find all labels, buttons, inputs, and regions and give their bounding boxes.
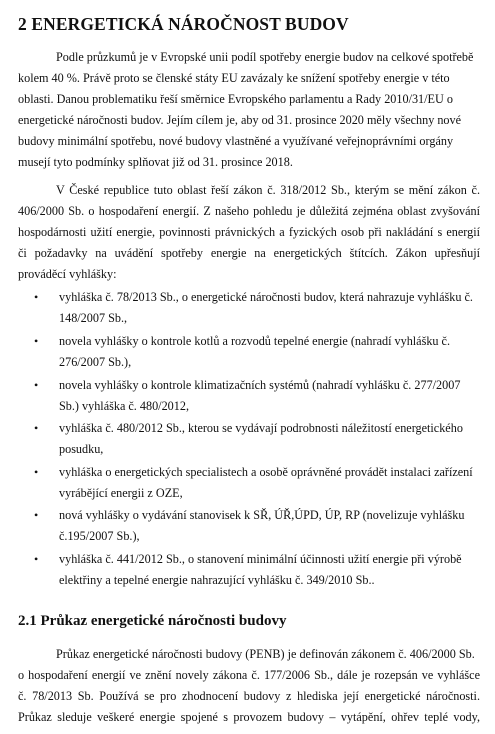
paragraph-line: energetické náročnosti budov. Jejím cílem je, aby od 31. prosince 2020 měly všechny nové xyxy=(18,113,462,127)
list-item: vyhláška č. 441/2012 Sb., o stanovení minimální účinnosti užití energie při výrobě xyxy=(59,552,462,566)
bullet-icon: • xyxy=(34,290,39,304)
bullet-icon: • xyxy=(34,334,39,348)
list-item: č.195/2007 Sb.), xyxy=(59,529,140,543)
list-item: Sb.) vyhláška č. 480/2012, xyxy=(59,399,189,413)
list-item: novela vyhlášky o kontrole klimatizačních systémů (nahradí vyhlášku č. 277/2007 xyxy=(59,378,461,392)
bullet-icon: • xyxy=(34,552,39,566)
bullet-icon: • xyxy=(34,421,39,435)
paragraph-line: či požadavky na uvádění spotřeby energie na energetických štítcích. Zákon upřesňují xyxy=(18,246,480,260)
chapter-heading: 2 ENERGETICKÁ NÁROČNOST BUDOV xyxy=(18,14,349,34)
paragraph-line: Průkaz energetické náročnosti budovy (PENB) je definován zákonem č. 406/2000 Sb. xyxy=(56,647,475,661)
paragraph-line: musejí tyto podmínky splňovat již od 31. prosince 2018. xyxy=(18,155,293,169)
paragraph-line: V České republice tuto oblast řeší zákon č. 318/2012 Sb., kterým se mění zákon č. xyxy=(56,183,480,197)
list-item: elektřiny a tepelné energie nahrazující vyhlášku č. 349/2010 Sb.. xyxy=(59,573,375,587)
paragraph-line: oblasti. Danou problematiku řeší směrnice Evropského parlamentu a Rady 2010/31/EU o xyxy=(18,92,453,106)
paragraph-line: kolem 40 %. Právě proto se členské státy EU zavázaly ke snížení spotřeby energie v této xyxy=(18,71,450,85)
list-item: vyrábějící energii z OZE, xyxy=(59,486,183,500)
list-item: posudku, xyxy=(59,442,104,456)
list-item: nová vyhlášky o vydávání stanovisek k SŘ, ÚŘ,ÚPD, ÚP, RP (novelizuje vyhlášku xyxy=(59,508,465,522)
list-item: vyhláška č. 480/2012 Sb., kterou se vydávají podrobnosti náležitostí energetického xyxy=(59,421,463,435)
paragraph-line: hospodárnosti užití energie, povinnosti právnických a fyzických osob při nakládání s energií xyxy=(18,225,480,239)
list-item: 276/2007 Sb.), xyxy=(59,355,132,369)
list-item: vyhláška č. 78/2013 Sb., o energetické náročnosti budov, která nahrazuje vyhlášku č. xyxy=(59,290,473,304)
paragraph-line: budovy minimální spotřebu, nové budovy vlastněné a využívané veřejnoprávními orgány xyxy=(18,134,454,148)
bullet-icon: • xyxy=(34,378,39,392)
paragraph-line: o hospodaření energií ve znění novely zákona č. 177/2006 Sb., dále je rozepsán ve vyhlášce xyxy=(18,668,480,682)
paragraph-line: Podle průzkumů je v Evropské unii podíl spotřeby energie budov na celkové spotřebě xyxy=(56,50,474,64)
list-item: vyhláška o energetických specialistech a osobě oprávněné provádět instalaci zařízení xyxy=(59,465,473,479)
paragraph-line: č. 78/2013 Sb. Používá se pro zhodnocení budovy z hlediska její energetické náročnosti. xyxy=(18,689,480,703)
bullet-icon: • xyxy=(34,465,39,479)
list-item: 148/2007 Sb., xyxy=(59,311,128,325)
section-heading: 2.1 Průkaz energetické náročnosti budovy xyxy=(18,613,287,629)
list-item: novela vyhlášky o kontrole kotlů a rozvodů tepelné energie (nahradí vyhlášku č. xyxy=(59,334,451,348)
paragraph-line: Průkaz sleduje veškeré energie spojené s provozem budovy – vytápění, ohřev teplé vody, xyxy=(18,710,480,724)
bullet-icon: • xyxy=(34,508,39,522)
paragraph-line: 406/2000 Sb. o hospodaření energií. Z našeho pohledu je důležitá zejména oblast zvyšování xyxy=(18,204,480,218)
paragraph-line: prováděcí vyhlášky: xyxy=(18,267,117,281)
